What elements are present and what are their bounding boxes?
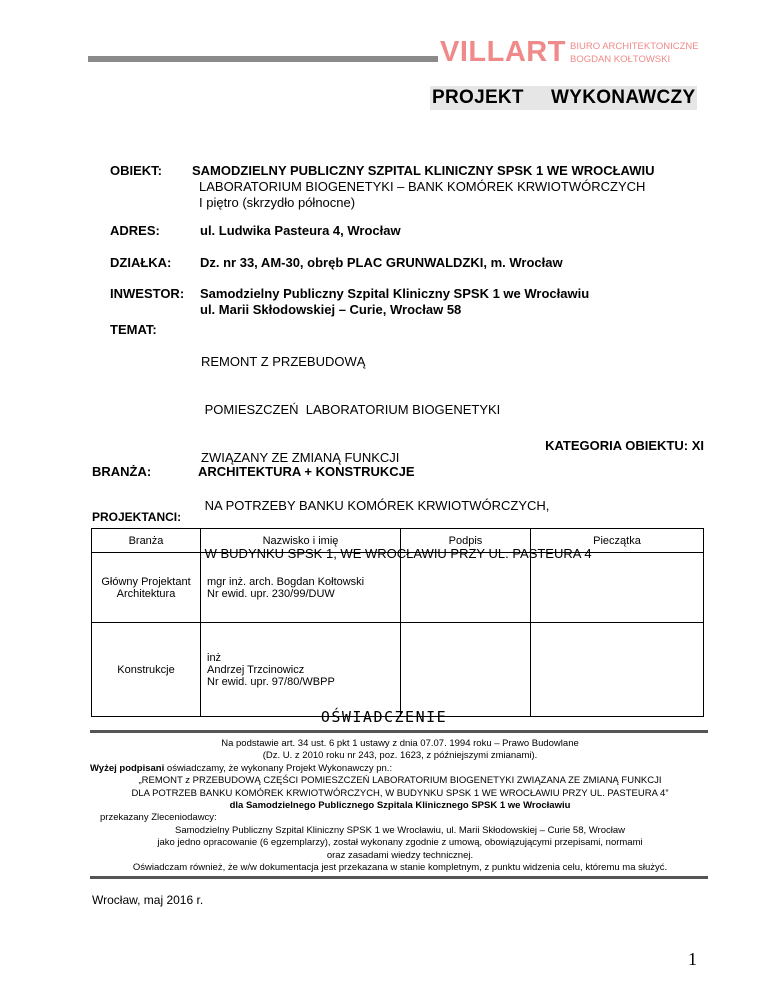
company-logo-subtitle bbox=[570, 40, 699, 66]
dzialka-value: Dz. nr 33, AM-30, obręb PLAC GRUNWALDZKI, m. Wrocław bbox=[200, 255, 563, 270]
decl-line-5: DLA POTRZEB BANKU KOMÓREK KRWIOTWÓRCZYCH, W BUDYNKU SPSK 1 WE WROCŁAWIU PRZY UL. PASTEURA 4” bbox=[131, 787, 669, 799]
decl-line-10: oraz zasadami wiedzy technicznej. bbox=[326, 849, 474, 861]
designers-table bbox=[91, 528, 704, 717]
temat-label: TEMAT: bbox=[110, 322, 157, 337]
row-branza-line-1: Główny Projektant bbox=[101, 575, 191, 588]
logo-line-2: BOGDAN KOŁTOWSKI bbox=[570, 54, 671, 65]
decl-line-2: (Dz. U. z 2010 roku nr 243, poz. 1623, z późniejszymi zmianami). bbox=[262, 750, 538, 762]
place-date: Wrocław, maj 2016 r. bbox=[92, 893, 204, 907]
decl-line-1: Na podstawie art. 34 ust. 6 pkt 1 ustawy z dnia 07.07. 1994 roku – Prawo Budowlane bbox=[221, 738, 579, 749]
temat-line-1: REMONT Z PRZEBUDOWĄ bbox=[201, 354, 366, 369]
row-name-line-1: mgr inż. arch. Bogdan Kołtowski bbox=[207, 575, 365, 588]
row-podpis bbox=[401, 553, 531, 623]
obiekt-line-3: I piętro (skrzydło północne) bbox=[199, 195, 356, 210]
table-header-row bbox=[92, 529, 704, 553]
document-title: PROJEKT WYKONAWCZY bbox=[432, 87, 696, 108]
temat-line-5: W BUDYNKU SPSK 1, WE WROCŁAWIU PRZY UL. PASTEURA 4 bbox=[201, 546, 592, 561]
obiekt-line-2: LABORATORIUM BIOGENETYKI – BANK KOMÓREK KRWIOTWÓRCZYCH bbox=[199, 179, 646, 194]
page-number: 1 bbox=[688, 949, 697, 969]
declaration-bottom-rule bbox=[90, 876, 708, 879]
company-logo: VILLART bbox=[440, 36, 566, 68]
decl-line-6: dla Samodzielnego Publicznego Szpitala Klinicznego SPSK 1 we Wrocławiu bbox=[229, 800, 571, 812]
row-name bbox=[201, 553, 401, 623]
dzialka-label: DZIAŁKA: bbox=[110, 255, 172, 270]
row-podpis bbox=[401, 623, 531, 717]
inwestor-value bbox=[200, 286, 589, 318]
row-name bbox=[201, 623, 401, 717]
decl-line-11: Oświadczam również, że w/w dokumentacja jest przekazana w stanie kompletnym, z punktu widzenia celu, któremu ma służyć. bbox=[132, 862, 668, 874]
branza-label: BRANŻA: bbox=[92, 464, 152, 479]
table-row bbox=[92, 623, 704, 717]
logo-line-1: BIURO ARCHITEKTONICZNE bbox=[570, 41, 699, 52]
row-pieczatka bbox=[531, 623, 704, 717]
decl-line-3 bbox=[80, 763, 720, 775]
table-row bbox=[92, 553, 704, 623]
decl-line-7: przekazany Zleceniodawcy: bbox=[100, 812, 217, 824]
row-pieczatka bbox=[531, 553, 704, 623]
obiekt-line-1: SAMODZIELNY PUBLICZNY SZPITAL KLINICZNY SPSK 1 WE WROCŁAWIU bbox=[192, 163, 655, 178]
declaration-text bbox=[80, 738, 720, 874]
decl-line-4: „REMONT z PRZEBUDOWĄ CZĘŚCI POMIESZCZEŃ LABORATORIUM BIOGENETYKI ZWIĄZANA ZE ZMIANĄ FUNKCJI bbox=[138, 775, 662, 787]
row-name-line-3: Nr ewid. upr. 97/80/WBPP bbox=[207, 675, 335, 688]
row-branza bbox=[92, 553, 201, 623]
obiekt-value bbox=[192, 163, 654, 211]
row-name-line-2: Nr ewid. upr. 230/99/DUW bbox=[207, 587, 335, 600]
decl-line-3-bold: Wyżej podpisani bbox=[90, 762, 165, 774]
object-category: KATEGORIA OBIEKTU: XI bbox=[545, 438, 704, 453]
header-bar bbox=[88, 56, 438, 62]
declaration-title: OŚWIADCZENIE bbox=[320, 708, 448, 726]
header-pieczatka: Pieczątka bbox=[531, 529, 704, 553]
row-name-line-1: inż bbox=[207, 651, 222, 664]
header-podpis: Podpis bbox=[401, 529, 531, 553]
row-branza-line-2: Architektura bbox=[116, 587, 176, 600]
header-nazwisko: Nazwisko i imię bbox=[201, 529, 401, 553]
decl-line-8: Samodzielny Publiczny Szpital Kliniczny SPSK 1 we Wrocławiu, ul. Marii Skłodowskiej – Curie 58, Wrocław bbox=[174, 824, 626, 836]
declaration-top-rule bbox=[90, 730, 708, 733]
obiekt-label: OBIEKT: bbox=[110, 163, 162, 178]
inwestor-line-2: ul. Marii Skłodowskiej – Curie, Wrocław 58 bbox=[200, 302, 462, 317]
row-branza bbox=[92, 623, 201, 717]
branza-value: ARCHITEKTURA + KONSTRUKCJE bbox=[198, 464, 415, 479]
decl-line-3-rest: oświadczamy, że wykonany Projekt Wykonawczy pn.: bbox=[164, 762, 393, 774]
decl-line-9: jako jedno opracowanie (6 egzemplarzy), został wykonany zgodnie z umową, obowiązującymi przepisami, normami bbox=[157, 837, 643, 849]
temat-line-3: ZWIĄZANY ZE ZMIANĄ FUNKCJI bbox=[201, 450, 400, 465]
projektanci-label: PROJEKTANCI: bbox=[92, 510, 182, 524]
inwestor-line-1: Samodzielny Publiczny Szpital Kliniczny SPSK 1 we Wrocławiu bbox=[200, 286, 590, 301]
row-name-line-2: Andrzej Trzcinowicz bbox=[207, 663, 305, 676]
adres-label: ADRES: bbox=[110, 223, 160, 238]
temat-line-4: NA POTRZEBY BANKU KOMÓREK KRWIOTWÓRCZYCH, bbox=[201, 498, 550, 513]
adres-value: ul. Ludwika Pasteura 4, Wrocław bbox=[200, 223, 401, 238]
temat-line-2: POMIESZCZEŃ LABORATORIUM BIOGENETYKI bbox=[201, 402, 501, 417]
header-branza: Branża bbox=[92, 529, 201, 553]
inwestor-label: INWESTOR: bbox=[110, 286, 185, 301]
row-branza-line-1: Konstrukcje bbox=[117, 663, 175, 676]
